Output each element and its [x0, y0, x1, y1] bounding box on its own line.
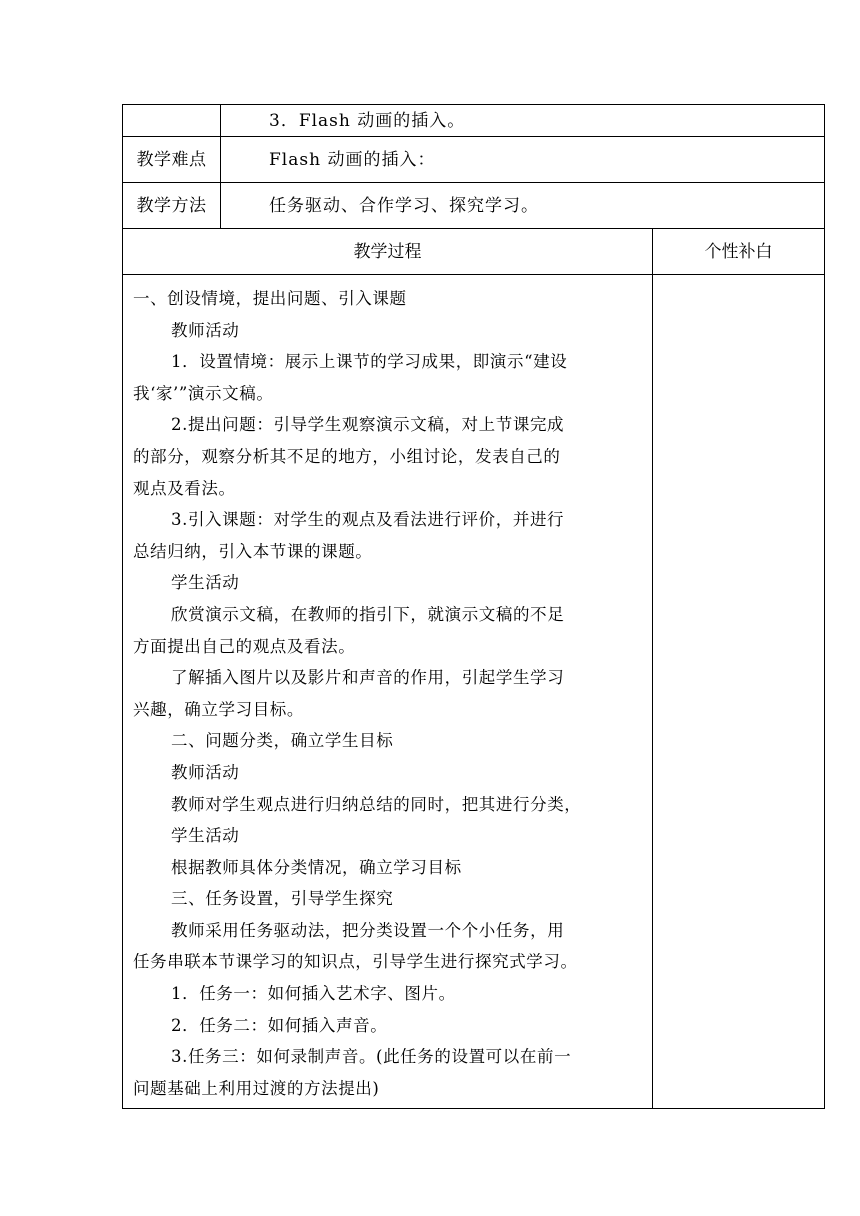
- process-line: 学生活动: [171, 573, 240, 593]
- process-line: 方面提出自己的观点及看法。: [133, 636, 356, 656]
- process-line: 1．任务一：如何插入艺术字、图片。: [171, 984, 456, 1004]
- difficulty-label: 教学难点: [123, 137, 221, 183]
- row-item3: [123, 105, 825, 137]
- supplement-header: 个性补白: [653, 229, 825, 275]
- row-headers: [123, 229, 825, 275]
- process-line: 问题基础上利用过渡的方法提出): [133, 1078, 380, 1098]
- process-line: 兴趣，确立学习目标。: [133, 699, 304, 719]
- process-line: 观点及看法。: [133, 478, 236, 498]
- process-line: 教师活动: [171, 320, 240, 340]
- process-content: [123, 275, 653, 1109]
- process-line: 2．任务二：如何插入声音。: [171, 1015, 388, 1035]
- process-line: 一、创设情境，提出问题、引入课题: [133, 289, 407, 308]
- row-difficulty: [123, 137, 825, 183]
- lesson-plan-table: [122, 104, 825, 1109]
- method-label: 教学方法: [123, 183, 221, 229]
- supplement-blank: [653, 275, 825, 1109]
- process-line: 的部分，观察分析其不足的地方，小组讨论，发表自己的: [133, 446, 561, 466]
- process-line: 了解插入图片以及影片和声音的作用，引起学生学习: [171, 668, 565, 688]
- process-line: 学生活动: [171, 826, 240, 846]
- method-value: 任务驱动、合作学习、探究学习。: [221, 183, 825, 229]
- process-line: 教师活动: [171, 762, 240, 782]
- row-process-body: [123, 275, 825, 1109]
- process-line: 欣赏演示文稿，在教师的指引下，就演示文稿的不足: [171, 604, 565, 624]
- process-line: 任务串联本节课学习的知识点，引导学生进行探究式学习。: [133, 952, 578, 972]
- process-line: 教师对学生观点进行归纳总结的同时，把其进行分类，: [171, 794, 582, 814]
- difficulty-value: Flash 动画的插入：: [221, 137, 825, 183]
- process-line: 2.提出问题：引导学生观察演示文稿，对上节课完成: [171, 415, 565, 435]
- process-line: 三、任务设置，引导学生探究: [171, 889, 394, 909]
- empty-label-cell: [123, 105, 221, 137]
- process-line: 3.任务三：如何录制声音。(此任务的设置可以在前一: [171, 1047, 572, 1067]
- process-line: 3.引入课题：对学生的观点及看法进行评价，并进行: [171, 510, 565, 530]
- process-header: 教学过程: [123, 229, 653, 275]
- process-line: 1．设置情境：展示上课节的学习成果，即演示“建设: [171, 352, 568, 372]
- process-line: 根据教师具体分类情况，确立学习目标: [171, 857, 462, 877]
- process-line: 教师采用任务驱动法，把分类设置一个个小任务，用: [171, 920, 565, 940]
- process-line: 二、问题分类，确立学生目标: [171, 731, 394, 751]
- process-line: 我‘家’”演示文稿。: [133, 383, 274, 403]
- item3-text: 3．Flash 动画的插入。: [221, 105, 825, 137]
- row-method: [123, 183, 825, 229]
- process-lines: [133, 283, 644, 1104]
- process-line: 总结归纳，引入本节课的课题。: [133, 541, 373, 561]
